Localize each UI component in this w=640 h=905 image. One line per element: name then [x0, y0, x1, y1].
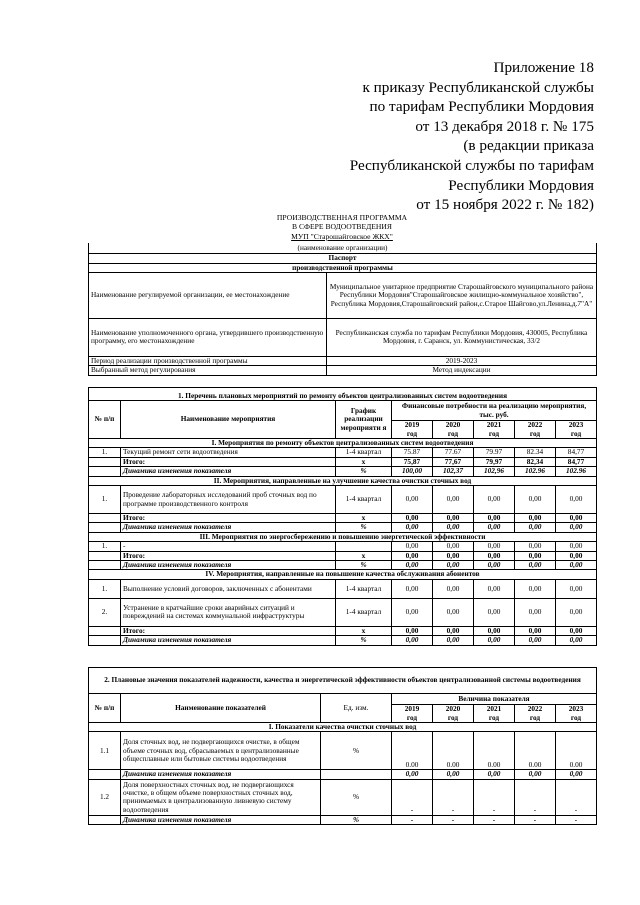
dynamics-value: 102,96 [474, 467, 515, 476]
year-header [474, 705, 515, 723]
total-label: Итого: [121, 457, 336, 466]
value-cell: 0,00 [392, 579, 433, 598]
dynamics-label: Динамика изменения показателя [121, 815, 321, 824]
empty-cell [89, 636, 121, 645]
total-unit: x [336, 457, 392, 466]
dynamics-label: Динамика изменения показателя [121, 467, 336, 476]
value-cell: 0,00 [556, 598, 597, 626]
total-value: 0,00 [392, 626, 433, 635]
indicator-unit: % [321, 732, 392, 770]
year-label: 2019 [404, 420, 420, 430]
indicator-unit: % [321, 779, 392, 815]
year-unit: год [529, 712, 541, 722]
value-cell: 0,00 [392, 486, 433, 514]
empty-cell [89, 770, 121, 779]
total-label: Итого: [121, 626, 336, 635]
year-label: 2021 [486, 420, 502, 430]
total-value: 0,00 [474, 551, 515, 560]
dynamics-value: 0,00 [474, 523, 515, 532]
year-header [392, 421, 433, 439]
year-header [474, 421, 515, 439]
value-cell: - [474, 779, 515, 815]
dynamics-unit [321, 770, 392, 779]
empty-cell [89, 457, 121, 466]
total-label: Итого: [121, 514, 336, 523]
dynamics-value: 0,00 [474, 770, 515, 779]
row-number: 1. [89, 486, 121, 514]
empty-cell [89, 626, 121, 635]
value-cell: 0,00 [515, 486, 556, 514]
row-number: 1. [89, 579, 121, 598]
indicators-table [88, 667, 597, 825]
dynamics-value: 0,00 [392, 561, 433, 570]
dynamics-value: 102.96 [515, 467, 556, 476]
total-value: 77,67 [433, 457, 474, 466]
dynamics-value: 0,00 [556, 561, 597, 570]
total-value: 0,00 [515, 626, 556, 635]
program-title-line: В СФЕРЕ ВОДООТВЕДЕНИЯ [292, 222, 392, 232]
year-header [515, 705, 556, 723]
col-schedule-header: График реализации мероприяти я [336, 401, 392, 439]
repair-measures-table [88, 387, 597, 646]
row-number: 1. [89, 448, 121, 457]
measure-name: Устранение в кратчайшие сроки аварийных ситуаций и повреждений на системах коммунальной инфраструктуры [121, 598, 336, 626]
total-value: 0,00 [474, 514, 515, 523]
dynamics-unit: % [321, 815, 392, 824]
passport-subtitle: производственной программы [89, 263, 597, 272]
group-title: III. Мероприятия по энергосбережению и повышению энергетической эффективности [89, 532, 597, 541]
passport-label: Наименование уполномоченного органа, утвердившего производственную программу, его местонахождение [89, 318, 327, 356]
dynamics-label: Динамика изменения показателя [121, 561, 336, 570]
value-cell: 0,00 [515, 542, 556, 551]
appendix-line: Республики Мордовия [448, 176, 594, 194]
value-cell: 0,00 [556, 542, 597, 551]
year-unit: год [570, 428, 582, 438]
group-title: II. Мероприятия, направленные на улучшение качества очистки сточных вод [89, 476, 597, 485]
appendix-line: по тарифам Республики Мордовия [369, 98, 594, 116]
year-unit: год [529, 428, 541, 438]
year-header [556, 705, 597, 723]
col-number-header: № п/п [89, 694, 121, 723]
total-unit: x [336, 514, 392, 523]
dynamics-value: 0,00 [515, 561, 556, 570]
row-number: 1.1 [89, 732, 121, 770]
dynamics-value: 0,00 [556, 636, 597, 645]
dynamics-value: 0,00 [556, 523, 597, 532]
appendix-line: Приложение 18 [493, 59, 594, 76]
value-cell: 0,00 [433, 579, 474, 598]
measure-name: Проведение лабораторных исследований проб сточных вод по программе производственного контроля [121, 486, 336, 514]
year-label: 2020 [445, 420, 461, 430]
dynamics-label: Динамика изменения показателя [121, 636, 336, 645]
empty-cell [89, 551, 121, 560]
row-number: 1. [89, 542, 121, 551]
total-value: 0,00 [433, 626, 474, 635]
indicator-name: Доля поверхностных сточных вод, не подвергающихся очистке, в общем объеме поверхностных сточных вод, принимаемых в централизованную ливневую систему водоотведения [121, 779, 321, 815]
value-cell: 0,00 [433, 486, 474, 514]
passport-label: Наименование регулируемой организации, ее местонахождение [89, 272, 327, 318]
dynamics-value: 0,00 [392, 770, 433, 779]
col-measure-header: Наименование мероприятия [121, 401, 336, 439]
year-unit: год [488, 712, 500, 722]
empty-cell [89, 815, 121, 824]
dynamics-value: 102,37 [433, 467, 474, 476]
col-indicator-header: Наименование показателей [121, 694, 321, 723]
passport-value: Республиканская служба по тарифам Республики Мордовия, 430005, Республика Мордовия, г. Саранск, ул. Коммунистическая, 33/2 [327, 318, 597, 356]
total-value: 84,77 [556, 457, 597, 466]
appendix-header [294, 58, 594, 215]
value-cell: 0,00 [474, 598, 515, 626]
passport-value: Метод индексации [327, 366, 597, 375]
col-unit-header: Ед. изм. [321, 694, 392, 723]
appendix-line: Республиканской службы по тарифам [349, 156, 594, 174]
dynamics-value: 0,00 [433, 561, 474, 570]
section1-title: 1. Перечень плановых мероприятий по ремонту объектов централизованных систем водоотведения [89, 388, 597, 401]
section2-title: 2. Плановые значения показателей надежности, качества и энергетической эффективности объектов централизованной системы водоотведения [89, 668, 597, 694]
passport-value: Муниципальное унитарное предприятие Старошайговского муниципального района Республики Мордовия"Старошайговское жилищно-коммунальное хозяйство", Республика Мордовия,Старошайговский район,с.Старое Шайгово,ул.Ленина,д.7"А" [327, 272, 597, 318]
group-title: I. Показатели качества очистки сточных вод [89, 723, 597, 732]
measure-schedule: 1-4 квартал [336, 448, 392, 457]
col-value-header: Величина показателя [392, 694, 597, 705]
dynamics-value: 0,00 [474, 561, 515, 570]
year-unit: год [406, 428, 418, 438]
measure-schedule: 1-4 квартал [336, 598, 392, 626]
year-header [392, 705, 433, 723]
dynamics-value: 0,00 [392, 523, 433, 532]
dynamics-value: - [392, 815, 433, 824]
total-value: 0,00 [433, 514, 474, 523]
dynamics-value: 0,00 [515, 636, 556, 645]
dynamics-value: - [433, 815, 474, 824]
passport-label: Период реализации производственной программы [89, 356, 327, 365]
total-value: 0,00 [433, 551, 474, 560]
dynamics-value: 102.96 [556, 467, 597, 476]
year-label: 2019 [404, 704, 420, 714]
group-title: I. Мероприятия по ремонту объектов централизованных систем водоотведения [89, 439, 597, 448]
empty-cell [89, 514, 121, 523]
total-value: 0,00 [392, 551, 433, 560]
appendix-line: от 13 декабря 2018 г. № 175 [415, 117, 594, 135]
passport-label: Выбранный метод регулирования [89, 366, 327, 375]
value-cell: - [392, 779, 433, 815]
value-cell: 0.00 [556, 732, 597, 770]
row-number: 2. [89, 598, 121, 626]
total-value: 0,00 [556, 514, 597, 523]
dynamics-value: 0,00 [474, 636, 515, 645]
measure-name: Текущий ремонт сети водоотведения [121, 448, 336, 457]
dynamics-value: 0,00 [515, 523, 556, 532]
total-value: 0,00 [556, 626, 597, 635]
year-label: 2022 [527, 420, 543, 430]
appendix-line: (в редакции приказа [463, 137, 594, 155]
value-cell: 0,00 [433, 598, 474, 626]
value-cell: 77.67 [433, 448, 474, 457]
total-value: 0,00 [515, 551, 556, 560]
value-cell: 75.87 [392, 448, 433, 457]
total-value: 82,34 [515, 457, 556, 466]
appendix-line: к приказу Республиканской службы [362, 78, 594, 96]
value-cell: 0,00 [556, 579, 597, 598]
dynamics-unit: % [336, 523, 392, 532]
dynamics-label: Динамика изменения показателя [121, 523, 336, 532]
year-label: 2020 [445, 704, 461, 714]
measure-name: Выполнение условий договоров, заключенных с абонентами [121, 579, 336, 598]
value-cell: - [433, 779, 474, 815]
value-cell: 0,00 [474, 486, 515, 514]
passport-title: Паспорт [89, 253, 597, 263]
value-cell: - [556, 779, 597, 815]
value-cell: 79.97 [474, 448, 515, 457]
dynamics-unit: % [336, 467, 392, 476]
organization-caption: (наименование организации) [89, 243, 597, 253]
year-unit: год [406, 712, 418, 722]
dynamics-label: Динамика изменения показателя [121, 770, 321, 779]
dynamics-value: 0,00 [515, 770, 556, 779]
year-unit: год [488, 428, 500, 438]
measure-name: - [121, 542, 336, 551]
group-title: IV. Мероприятия, направленные на повышение качества обслуживания абонентов [89, 570, 597, 579]
total-value: 0,00 [515, 514, 556, 523]
col-finance-header: Финансовые потребности на реализацию мероприятия, тыс. руб. [392, 401, 597, 421]
total-value: 0,00 [474, 626, 515, 635]
empty-cell [89, 561, 121, 570]
value-cell: 0,00 [392, 598, 433, 626]
value-cell: 0.00 [474, 732, 515, 770]
dynamics-value: 0,00 [392, 636, 433, 645]
year-unit: год [447, 712, 459, 722]
indicator-name: Доля сточных вод, не подвергающихся очистке, в общем объеме сточных вод, сбрасываемых в централизованные общесплавные или бытовые системы водоотведения [121, 732, 321, 770]
value-cell: 0.00 [392, 732, 433, 770]
measure-schedule: 1-4 квартал [336, 486, 392, 514]
year-header [433, 421, 474, 439]
dynamics-value: 0,00 [433, 523, 474, 532]
dynamics-value: 0,00 [433, 636, 474, 645]
dynamics-value: - [515, 815, 556, 824]
empty-cell [89, 523, 121, 532]
value-cell: 82.34 [515, 448, 556, 457]
total-value: 79,97 [474, 457, 515, 466]
row-number: 1.2 [89, 779, 121, 815]
year-unit: год [570, 712, 582, 722]
value-cell: 0,00 [433, 542, 474, 551]
dynamics-unit: % [336, 561, 392, 570]
dynamics-unit: % [336, 636, 392, 645]
year-header [515, 421, 556, 439]
dynamics-value: 0,00 [433, 770, 474, 779]
value-cell: 0,00 [515, 598, 556, 626]
col-number-header: № п/п [89, 401, 121, 439]
value-cell: - [515, 779, 556, 815]
year-label: 2021 [486, 704, 502, 714]
value-cell: 0,00 [392, 542, 433, 551]
dynamics-value: - [556, 815, 597, 824]
passport-table [88, 243, 597, 376]
year-unit: год [447, 428, 459, 438]
program-title [88, 213, 596, 241]
passport-value: 2019-2023 [327, 356, 597, 365]
empty-cell [89, 467, 121, 476]
value-cell: 0,00 [474, 542, 515, 551]
dynamics-value: 0,00 [556, 770, 597, 779]
total-unit: x [336, 626, 392, 635]
value-cell: 0,00 [556, 486, 597, 514]
appendix-line: от 15 ноября 2022 г. № 182) [416, 196, 594, 214]
year-label: 2023 [568, 420, 584, 430]
dynamics-value: 100,00 [392, 467, 433, 476]
value-cell: 0,00 [515, 579, 556, 598]
year-label: 2023 [568, 704, 584, 714]
value-cell: 84,77 [556, 448, 597, 457]
year-label: 2022 [527, 704, 543, 714]
program-title-line: ПРОИЗВОДСТВЕННАЯ ПРОГРАММА [276, 213, 408, 222]
total-value: 0,00 [392, 514, 433, 523]
value-cell: 0,00 [474, 579, 515, 598]
value-cell: 0.00 [433, 732, 474, 770]
total-unit: x [336, 551, 392, 560]
total-label: Итого: [121, 551, 336, 560]
organization-name: МУП "Старошайговское ЖКХ" [291, 231, 393, 241]
measure-schedule: 1-4 квартал [336, 579, 392, 598]
year-header [433, 705, 474, 723]
total-value: 0,00 [556, 551, 597, 560]
dynamics-value: - [474, 815, 515, 824]
year-header [556, 421, 597, 439]
value-cell: 0.00 [515, 732, 556, 770]
measure-schedule [336, 542, 392, 551]
total-value: 75,87 [392, 457, 433, 466]
